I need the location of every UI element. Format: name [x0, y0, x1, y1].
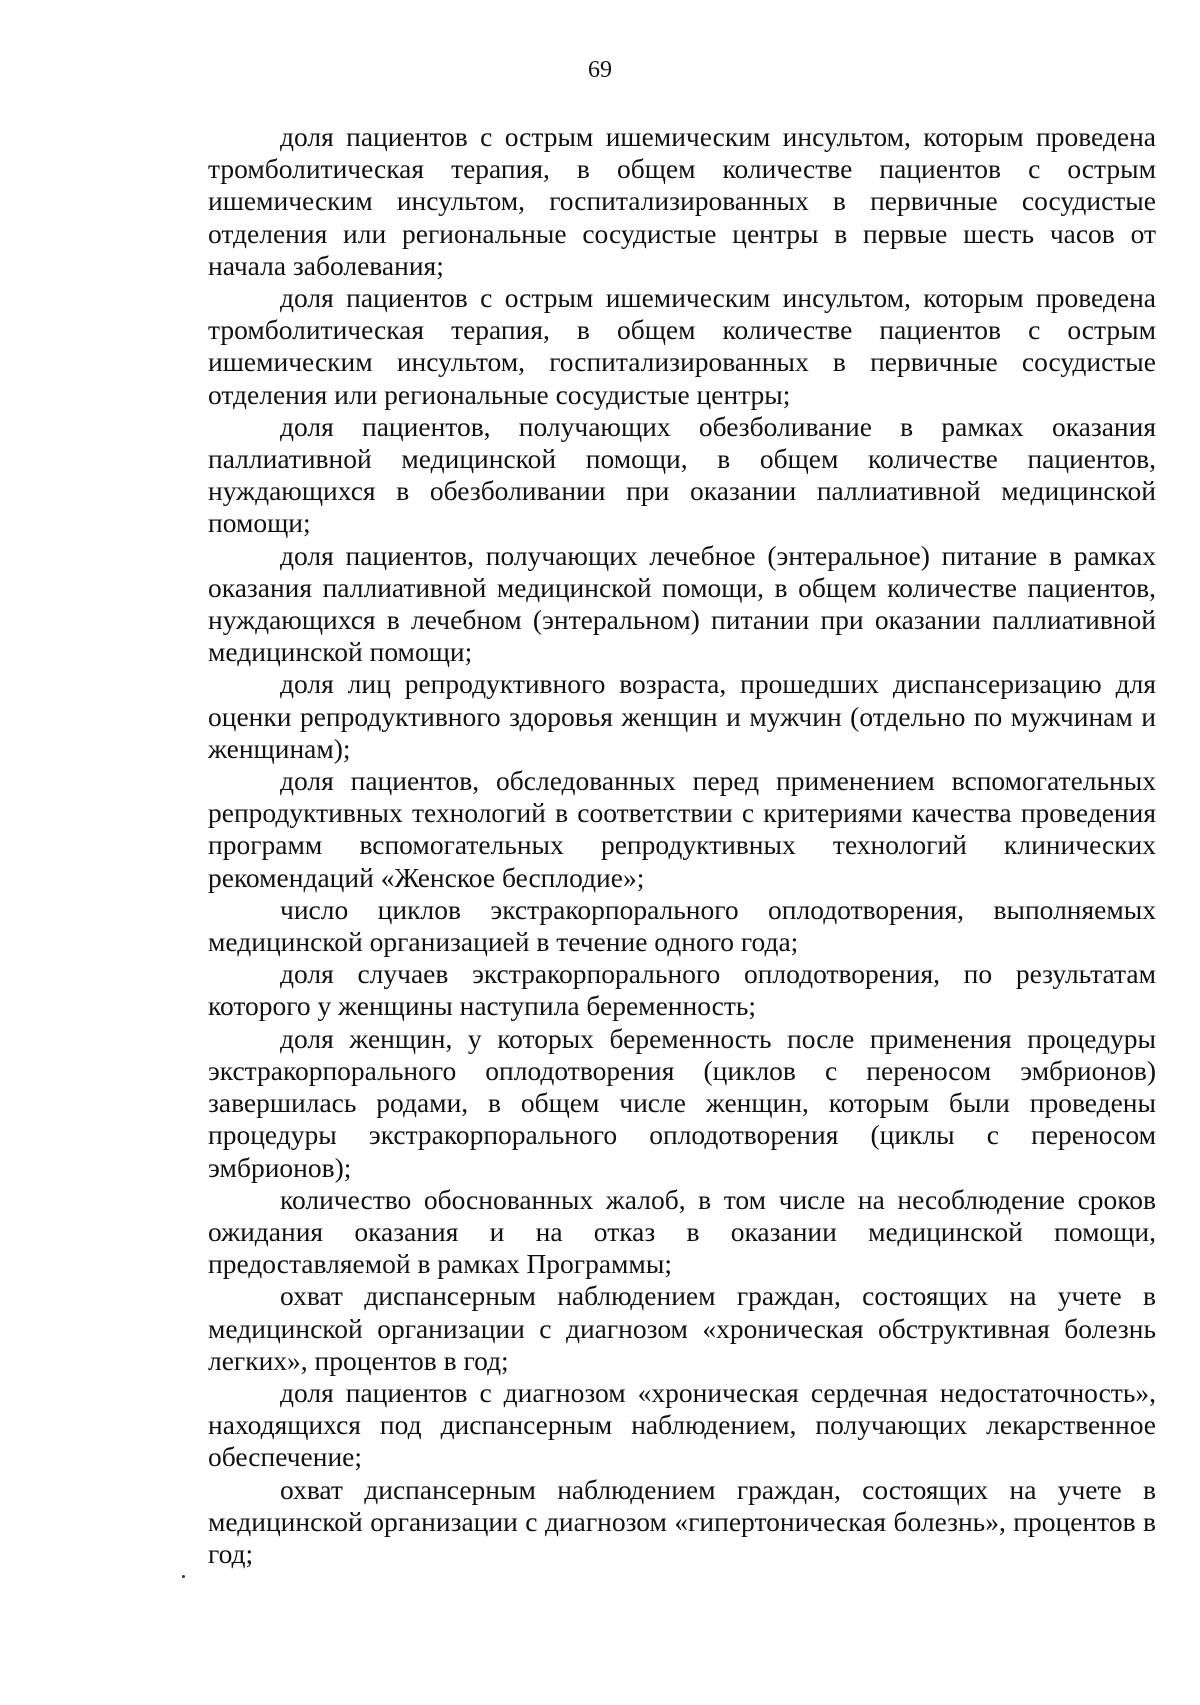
paragraph: охват диспансерным наблюдением граждан, состоящих на учете в медицинской организации с диагнозом «гипертоническая болезнь», процентов в год; [208, 1473, 1156, 1569]
paragraph: число циклов экстракорпорального оплодотворения, выполняемых медицинской организацией в течение одного года; [208, 893, 1156, 958]
paragraph: доля случаев экстракорпорального оплодотворения, по результатам которого у женщины наступила беременность; [208, 958, 1156, 1022]
paragraph: охват диспансерным наблюдением граждан, состоящих на учете в медицинской организации с диагнозом «хроническая обструктивная болезнь легких», процентов в год; [208, 1280, 1156, 1376]
paragraph: доля пациентов, обследованных перед применением вспомогательных репродуктивных технологий в соответствии с критериями качества проведения программ вспомогательных репродуктивных технологий клинических рекомендаций «Женское бесплодие»; [208, 765, 1156, 893]
paragraph: доля пациентов с острым ишемическим инсультом, которым проведена тромболитическая терапия, в общем количестве пациентов с острым ишемическим инсультом, госпитализированных в первичные сосудистые отделения или региональные сосудистые центры в первые шесть часов от начала заболевания; [208, 121, 1156, 281]
body-text [208, 121, 1156, 1570]
page-number: 69 [588, 57, 612, 83]
paragraph: доля женщин, у которых беременность после применения процедуры экстракорпорального оплодотворения (циклов с переносом эмбрионов) завершилась родами, в общем числе женщин, которым были проведены процедуры экстракорпорального оплодотворения (циклы с переносом эмбрионов); [208, 1022, 1156, 1183]
paragraph: доля пациентов, получающих обезболивание в рамках оказания паллиативной медицинской помощи, в общем количестве пациентов, нуждающихся в обезболивании при оказании паллиативной медицинской помощи; [208, 410, 1156, 539]
scan-dot-mark [182, 1575, 185, 1578]
paragraph: количество обоснованных жалоб, в том числе на несоблюдение сроков ожидания оказания и на отказ в оказании медицинской помощи, предоставляемой в рамках Программы; [208, 1183, 1156, 1280]
paragraph: доля пациентов, получающих лечебное (энтеральное) питание в рамках оказания паллиативной медицинской помощи, в общем количестве пациентов, нуждающихся в лечебном (энтеральном) питании при оказании паллиативной медицинской помощи; [208, 539, 1156, 668]
paragraph: доля пациентов с диагнозом «хроническая сердечная недостаточность», находящихся под диспансерным наблюдением, получающих лекарственное обеспечение; [208, 1376, 1156, 1473]
paragraph: доля пациентов с острым ишемическим инсультом, которым проведена тромболитическая терапия, в общем количестве пациентов с острым ишемическим инсультом, госпитализированных в первичные сосудистые отделения или региональные сосудистые центры; [208, 282, 1156, 410]
paragraph: доля лиц репродуктивного возраста, прошедших диспансеризацию для оценки репродуктивного здоровья женщин и мужчин (отдельно по мужчинам и женщинам); [208, 668, 1156, 764]
